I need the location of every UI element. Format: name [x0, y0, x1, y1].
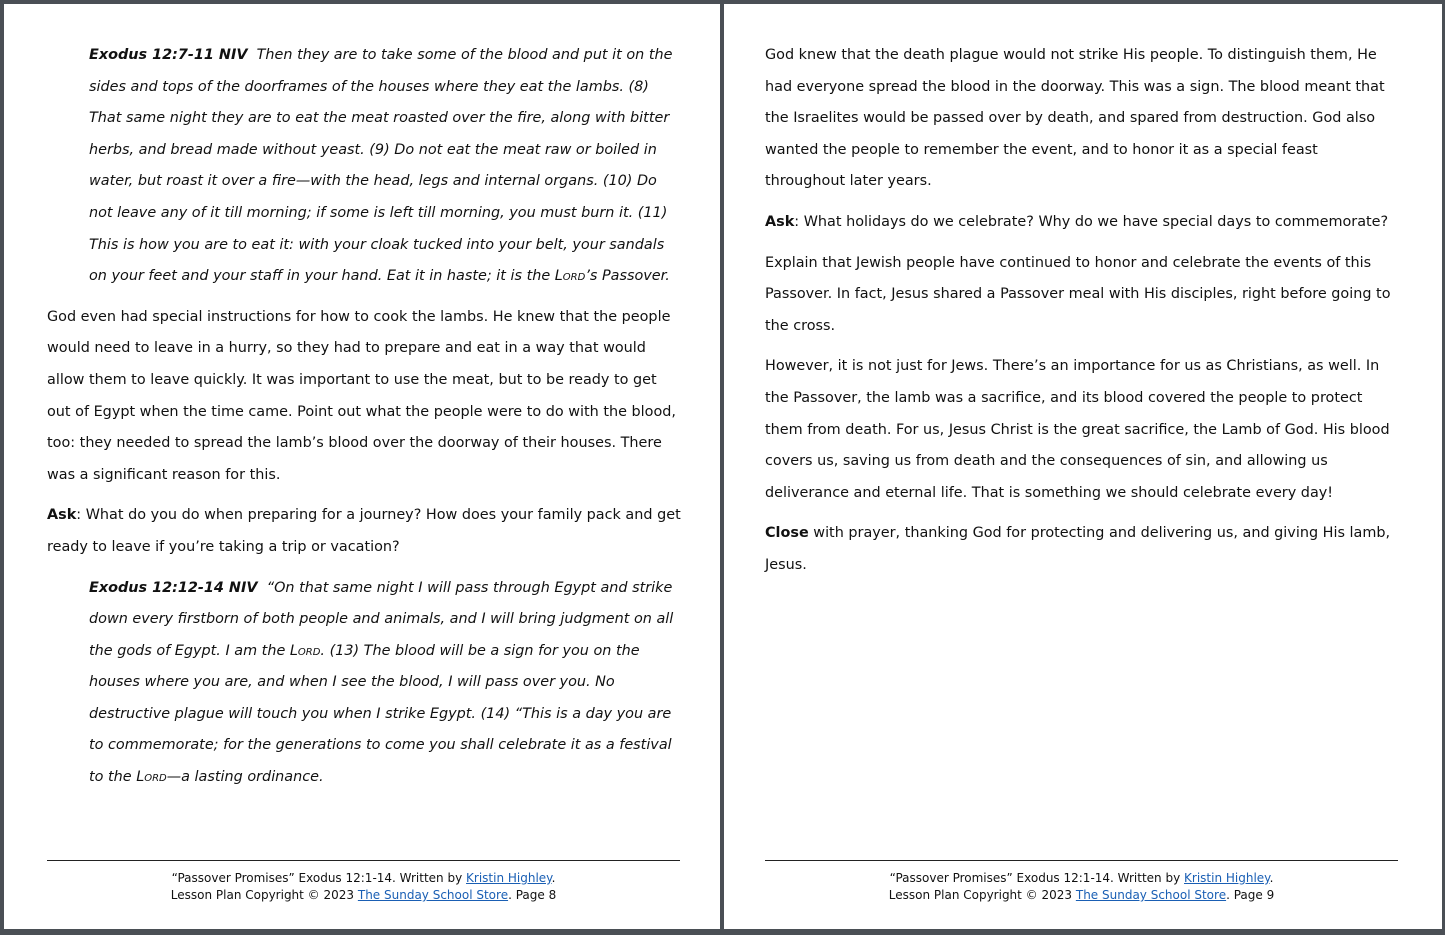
body-paragraph: God even had special instructions for how to cook the lambs. He knew that the people would need to leave in a hurry, so they had to prepare and eat in a way that would allow them to leave quickly. It was important to use the meat, but to be ready to get out of Egypt when the time came. Point out what the people were to do with the blood, too: they needed to spread the lamb’s blood over the doorway of their houses. There was a significant reason for this.: [47, 308, 676, 483]
close-label: Close: [765, 525, 809, 542]
footer-line-1: [47, 870, 680, 887]
footer-text: “Passover Promises” Exodus 12:1-14. Written by: [889, 871, 1185, 885]
page-number: . Page 9: [1226, 888, 1275, 902]
ask-label: Ask: [47, 507, 77, 524]
footer-text: .: [551, 871, 556, 885]
ask-text: : What holidays do we celebrate? Why do we have special days to commemorate?: [794, 213, 1389, 230]
scripture-text-middle: . (13) The blood will be a sign for you on the houses where you are, and when I see the blood, I will pass over you. No destructive plague will touch you when I strike Egypt. (14) “This is a day you are to commemorate; for the generations to come you shall celebrate it as a festival to the: [89, 642, 672, 786]
footer-line-2: [47, 887, 680, 904]
ask-text: : What do you do when preparing for a journey? How does your family pack and get ready to leave if you’re taking a trip or vacation?: [47, 507, 681, 555]
author-link[interactable]: Kristin Highley: [466, 871, 552, 885]
footer-line-2: [765, 887, 1398, 904]
body-paragraph: Explain that Jewish people have continued to honor and celebrate the events of this Passover. In fact, Jesus shared a Passover meal with His disciples, right before going to the cross.: [765, 254, 1391, 334]
ask-paragraph: [765, 207, 1401, 239]
page-9-content: [765, 40, 1401, 591]
scripture-exodus-12-7-11: [47, 40, 683, 293]
page-number: . Page 8: [508, 888, 557, 902]
scripture-text-end: ’s Passover.: [585, 268, 670, 285]
footer-text: Lesson Plan Copyright © 2023: [170, 888, 358, 902]
ask-paragraph: [47, 500, 683, 563]
body-paragraph: However, it is not just for Jews. There’s an importance for us as Christians, as well. In the Passover, the lamb was a sacrifice, and its blood covered the people to protect them from death. For us, Jesus Christ is the great sacrifice, the Lamb of God. His blood covers us, saving us from death and the consequences of sin, and allowing us deliverance and eternal life. That is something we should celebrate every day!: [765, 358, 1390, 501]
footer-text: “Passover Promises” Exodus 12:1-14. Written by: [171, 871, 467, 885]
footer-text: Lesson Plan Copyright © 2023: [888, 888, 1076, 902]
page-footer: [47, 860, 680, 904]
store-link[interactable]: The Sunday School Store: [1075, 888, 1227, 902]
lord-smallcaps: Lord: [554, 268, 586, 285]
scripture-text-end: —a lasting ordinance.: [166, 769, 324, 786]
lord-smallcaps: Lord: [289, 642, 321, 659]
scripture-reference: Exodus 12:7-11 NIV: [89, 47, 248, 63]
close-text: with prayer, thanking God for protecting and delivering us, and giving His lamb, Jesus.: [765, 525, 1391, 573]
scripture-text: Then they are to take some of the blood and put it on the sides and tops of the doorframes of the houses where they eat the lambs. (8) That same night they are to eat the meat roasted over the fire, along with bitter herbs, and bread made without yeast. (9) Do not eat the meat raw or boiled in water, but roast it over a fire—with the head, legs and internal organs. (10) Do not leave any of it till morning; if some is left till morning, you must burn it. (11) This is how you are to eat it: with your cloak tucked into your belt, your sandals on your feet and your staff in your hand. Eat it in haste; it is the: [89, 47, 673, 285]
footer-line-1: [765, 870, 1398, 887]
scripture-text: “On that same night I will pass through Egypt and strike down every firstborn of both people and animals, and I will bring judgment on all the gods of Egypt. I am the: [89, 579, 674, 659]
close-paragraph: [765, 518, 1401, 581]
page-8-content: [47, 40, 683, 803]
scripture-exodus-12-12-14: [47, 573, 683, 794]
page-8: [4, 4, 720, 929]
author-link[interactable]: Kristin Highley: [1184, 871, 1270, 885]
store-link[interactable]: The Sunday School Store: [357, 888, 509, 902]
lord-smallcaps: Lord: [136, 769, 167, 786]
ask-label: Ask: [765, 213, 795, 230]
page-9: [724, 4, 1442, 929]
page-footer: [765, 860, 1398, 904]
footer-text: .: [1269, 871, 1274, 885]
scripture-reference: Exodus 12:12-14 NIV: [89, 579, 258, 596]
body-paragraph: God knew that the death plague would not strike His people. To distinguish them, He had everyone spread the blood in the doorway. This was a sign. The blood meant that the Israelites would be passed over by death, and spared from destruction. God also wanted the people to remember the event, and to honor it as a special feast throughout later years.: [765, 47, 1385, 190]
